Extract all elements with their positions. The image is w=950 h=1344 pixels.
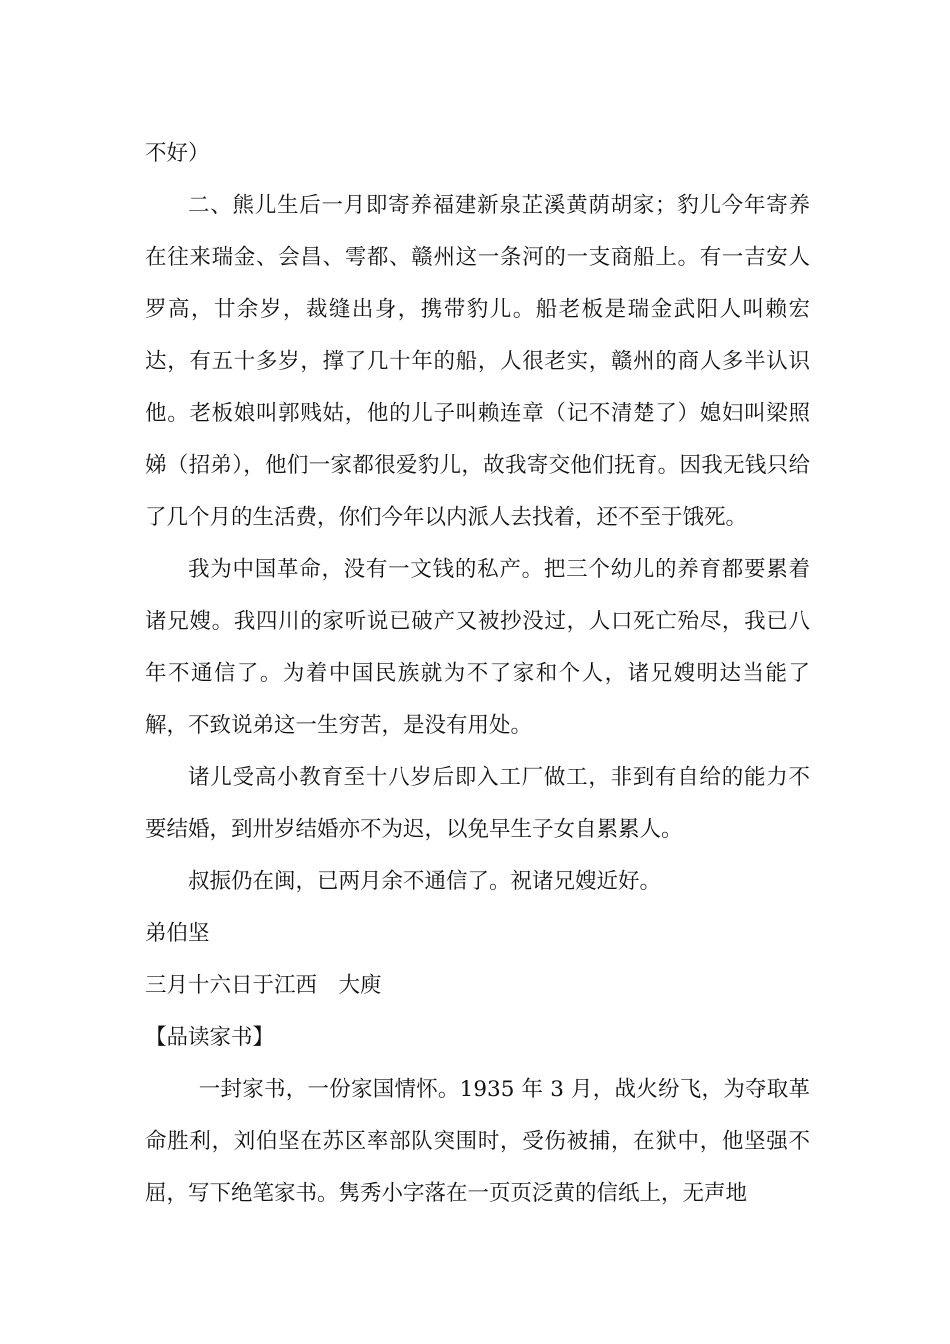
commentary-paragraph: 一封家书，一份家国情怀。1935 年 3 月，战火纷飞，为夺取革命胜利，刘伯坚在苏区率部队突围时，受伤被捕，在狱中，他坚强不屈，写下绝笔家书。隽秀小字落在一页页泛黄的信纸上，无声地	[145, 1077, 810, 1206]
paragraph-closing: 叔振仍在闽，已两月余不通信了。祝诸兄嫂近好。	[188, 869, 662, 894]
letter-body	[145, 128, 810, 1220]
date-line: 三月十六日于江西 大庾	[145, 973, 382, 998]
paragraph-continuation: 不好）	[145, 141, 210, 166]
paragraph-revolution: 我为中国革命，没有一文钱的私产。把三个幼儿的养育都要累着诸兄嫂。我四川的家听说已破产又被抄没过，人口死亡殆尽，我已八年不通信了。为着中国民族就为不了家和个人，诸兄嫂明达当能了解，不致说弟这一生穷苦，是没有用处。	[145, 557, 810, 738]
paragraph-education: 诸儿受高小教育至十八岁后即入工厂做工，非到有自给的能力不要结婚，到卅岁结婚亦不为迟，以免早生子女自累累人。	[145, 765, 810, 842]
signature: 弟伯坚	[145, 921, 210, 946]
section-heading: 【品读家书】	[145, 1025, 275, 1050]
paragraph-children-fostering: 二、熊儿生后一月即寄养福建新泉芷溪黄荫胡家；豹儿今年寄养在往来瑞金、会昌、雩都、赣州这一条河的一支商船上。有一吉安人罗高，廿余岁，裁缝出身，携带豹儿。船老板是瑞金武阳人叫赖宏达，有五十多岁，撑了几十年的船，人很老实，赣州的商人多半认识他。老板娘叫郭贱姑，他的儿子叫赖连章（记不清楚了）媳妇叫梁照娣（招弟），他们一家都很爱豹儿，故我寄交他们抚育。因我无钱只给了几个月的生活费，你们今年以内派人去找着，还不至于饿死。	[145, 193, 810, 530]
